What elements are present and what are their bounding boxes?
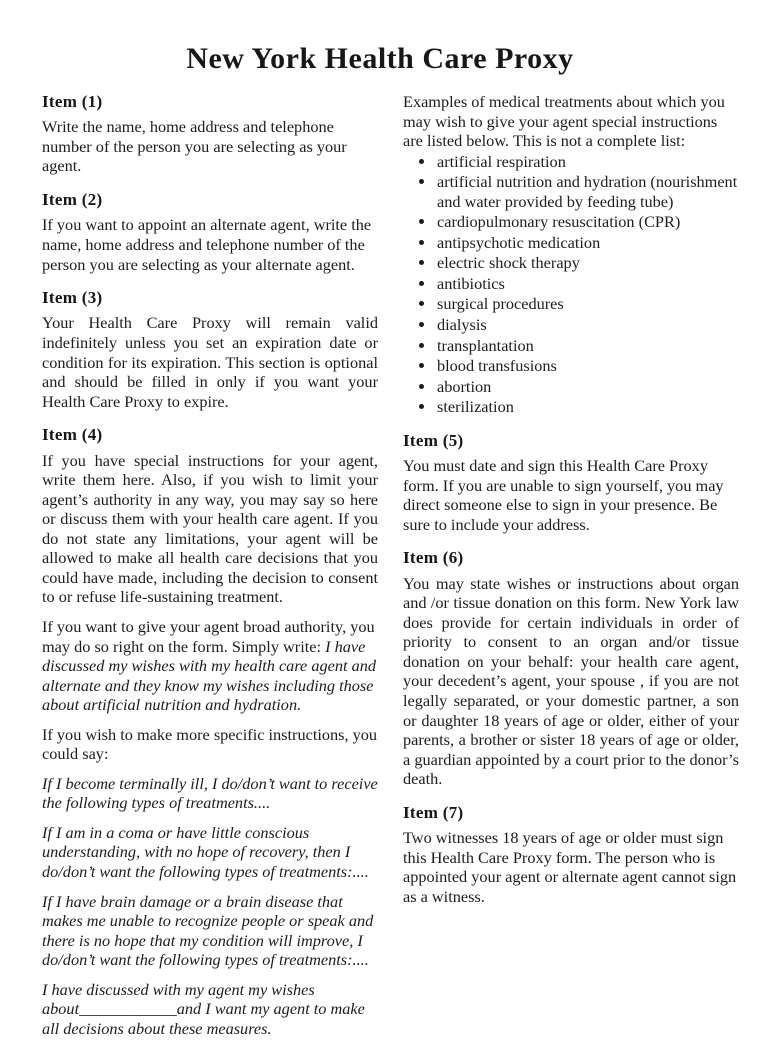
item-5-heading: Item (5) (403, 430, 464, 450)
item-3-body: Your Health Care Proxy will remain valid indefinitely unless you set an expiration date or condition for its expiration. This section is optional and should be filled in only if you want your Health Care Proxy to expire. (42, 313, 378, 411)
item-7-heading: Item (7) (403, 802, 464, 822)
treatment-list-item: • artificial nutrition and hydration (nourishment and water provided by feeding tube) (436, 172, 739, 211)
item-7-body: Two witnesses 18 years of age or older must sign this Health Care Proxy form. The person who is appointed your agent or alternate agent cannot sign as a witness. (403, 828, 737, 906)
treatment-list (403, 152, 739, 417)
item-4-paragraph-3: If you wish to make more specific instructions, you could say: (42, 724, 378, 764)
item-4-example-quote-3: If I have brain damage or a brain disease that makes me unable to recognize people or speak and there is no hope that my condition will improve, I do/don’t want the following types of treatments:.... (42, 891, 374, 970)
treatment-list-item: • artificial respiration (436, 152, 739, 172)
item-4-paragraph-2 (42, 617, 378, 715)
treatment-list-item: • electric shock therapy (436, 253, 739, 273)
item-4-example-quote-2: If I am in a coma or have little conscious understanding, with no hope of recovery, then I do/don’t want the following types of treatments:.... (42, 822, 369, 881)
treatment-list-item: • surgical procedures (436, 294, 739, 314)
left-column (42, 92, 378, 1048)
treatment-examples-intro: Examples of medical treatments about which you may wish to give your agent special instructions are listed below. This is not a complete list: (403, 92, 725, 151)
treatment-list-item: • antibiotics (436, 274, 739, 294)
item-4-paragraph-1: If you have special instructions for your agent, write them here. Also, if you wish to limit your agent’s authority in any way, you may say so here or discuss them with your health care agent. If you do not state any limitations, your agent will be allowed to make all health care decisions that you could have made, including the decision to consent to or refuse life-sustaining treatment. (42, 450, 378, 607)
item-6-body: You may state wishes or instructions about organ and /or tissue donation on this form. New York law does provide for certain individuals in order of priority to consent to an organ and/or tissue donation on your behalf: your health care agent, your decedent’s agent, your spouse , if you are not legally separated, or your domestic partner, a son or daughter 18 years of age or older, either of your parents, a brother or sister 18 years of age or older, a guardian appointed by a court prior to the donor’s death. (403, 573, 739, 789)
item-3-heading: Item (3) (42, 288, 103, 308)
treatment-list-item: • transplantation (436, 336, 739, 356)
item-5-body: You must date and sign this Health Care Proxy form. If you are unable to sign yourself, you may direct someone else to sign in your presence. Be sure to include your address. (403, 456, 724, 534)
document-title: New York Health Care Proxy (186, 42, 574, 75)
treatment-list-item: • sterilization (436, 397, 739, 417)
treatment-list-item: • dialysis (436, 315, 739, 335)
item-4-heading: Item (4) (42, 425, 103, 445)
item-4-example-quote-4: I have discussed with my agent my wishes about____________and I want my agent to make all decisions about these measures. (42, 979, 365, 1038)
right-column (403, 92, 739, 1048)
treatment-list-item: • blood transfusions (436, 356, 739, 376)
treatment-list-item: • antipsychotic medication (436, 233, 739, 253)
item-4-paragraph-2-quote: I have discussed my wishes with my health care agent and alternate and they know my wishes including those about artificial nutrition and hydration. (42, 636, 377, 715)
item-4-example-quote-1: If I become terminally ill, I do/don’t want to receive the following types of treatments.... (42, 773, 378, 813)
item-4-paragraph-2-lead: If you want to give your agent broad authority, you may do so right on the form. Simply write: (42, 616, 375, 656)
treatment-list-item: • cardiopulmonary resuscitation (CPR) (436, 212, 739, 232)
item-6-heading: Item (6) (403, 548, 464, 568)
two-column-layout (42, 92, 737, 1048)
treatment-list-item: • abortion (436, 377, 739, 397)
item-1-body: Write the name, home address and telephone number of the person you are selecting as your agent. (42, 117, 347, 176)
item-1-heading: Item (1) (42, 92, 103, 111)
item-2-heading: Item (2) (42, 190, 103, 210)
item-2-body: If you want to appoint an alternate agent, write the name, home address and telephone number of the person you are selecting as your alternate agent. (42, 215, 372, 274)
